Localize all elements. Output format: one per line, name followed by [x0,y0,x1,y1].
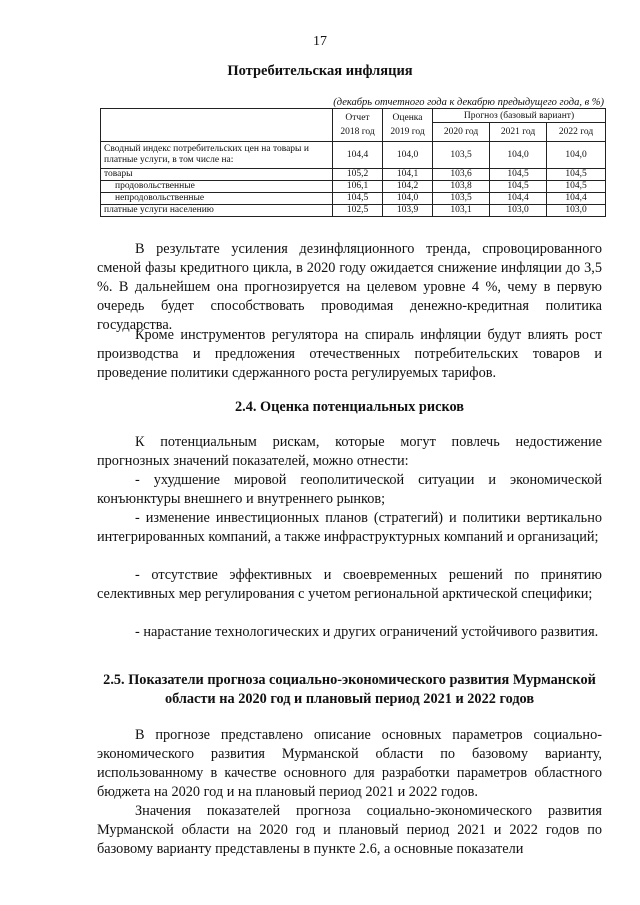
table-row [101,142,606,169]
paragraph-forecast-description: В прогнозе представлено описание основных параметров социально-экономического развития Мурманской области по базовому варианту, использованному в качестве основного для разработки параметров областного бюджета на 2020 год и на плановый период 2021 и 2022 годов. [97,727,602,800]
cell-value: 104,5 [490,181,547,193]
cell-value: 106,1 [333,181,383,193]
cell-value: 103,6 [433,169,490,181]
header-estimate: Оценка 2019 год [383,109,433,142]
cell-value: 104,0 [383,142,433,169]
row-label: товары [101,169,333,181]
cell-value: 104,0 [547,142,606,169]
heading-risks: 2.4. Оценка потенциальных рисков [234,399,465,415]
cell-value: 104,5 [333,193,383,205]
header-year-2022: 2022 год [547,123,606,142]
paragraph-risks-intro: К потенциальным рискам, которые могут повлечь недостижение прогнозных значений показателей, можно отнести: [97,434,602,469]
paragraph-regulator: Кроме инструментов регулятора на спираль инфляции будут влиять рост производства и предложения отечественных потребительских товаров и проведение политики сдержанного роста регулируемых тарифов. [97,327,602,381]
table-row [101,205,606,217]
paragraph-disinflation: В результате усиления дезинфляционного тренда, спровоцированного сменой фазы кредитного цикла, в 2020 году ожидается снижение инфляции до 3,5 %. В дальнейшем она прогнозируется на целевом уровне 4 %, чему в первую очередь будет способствовать проводимая денежно-кредитная политика государства. [97,241,602,333]
table-row [101,169,606,181]
bullet-constraints: - нарастание технологических и других ограничений устойчивого развития. [135,624,599,640]
page-number: 17 [313,34,327,49]
cell-value: 103,0 [490,205,547,217]
cell-value: 103,9 [383,205,433,217]
cell-value: 104,4 [490,193,547,205]
header-indicator [101,109,333,142]
bullet-investment: - изменение инвестиционных планов (стратегий) и политики вертикально интегрированных компаний, а также инфраструктурных компаний и организаций; [97,510,602,545]
inflation-table [100,108,606,217]
row-label: непродовольственные [101,193,333,205]
cell-value: 104,2 [383,181,433,193]
table-unit-note: (декабрь отчетного года к декабрю предыдущего года, в %) [333,97,604,108]
heading-forecast-indicators: 2.5. Показатели прогноза социально-экономического развития Мурманской области на 2020 год и плановый период 2021 и 2022 годов [103,672,596,707]
section-title: Потребительская инфляция [227,63,413,79]
cell-value: 103,0 [547,205,606,217]
header-forecast: Прогноз (базовый вариант) [433,109,606,123]
cell-value: 104,0 [490,142,547,169]
table-row [101,193,606,205]
cell-value: 103,8 [433,181,490,193]
cell-value: 104,5 [547,181,606,193]
header-year-2021: 2021 год [490,123,547,142]
cell-value: 104,1 [383,169,433,181]
row-label: продовольственные [101,181,333,193]
cell-value: 104,4 [333,142,383,169]
header-year-2020: 2020 год [433,123,490,142]
cell-value: 103,1 [433,205,490,217]
cell-value: 102,5 [333,205,383,217]
cell-value: 105,2 [333,169,383,181]
row-label: платные услуги населению [101,205,333,217]
cell-value: 104,5 [547,169,606,181]
cell-value: 104,5 [490,169,547,181]
header-report: Отчет 2018 год [333,109,383,142]
bullet-regulation: - отсутствие эффективных и своевременных решений по принятию селективных мер регулирования с учетом региональной арктической специфики; [97,567,602,602]
cell-value: 104,4 [547,193,606,205]
table-row [101,181,606,193]
cell-value: 103,5 [433,142,490,169]
row-label: Сводный индекс потребительских цен на товары и платные услуги, в том числе на: [101,142,333,169]
cell-value: 104,0 [383,193,433,205]
paragraph-indicator-values: Значения показателей прогноза социально-экономического развития Мурманской области на 2020 год и плановый период 2021 и 2022 годов по базовому варианту представлены в пункте 2.6, а основные показатели [97,803,602,857]
cell-value: 103,5 [433,193,490,205]
bullet-geopolitics: - ухудшение мировой геополитической ситуации и экономической конъюнктуры внешнего и внутреннего рынков; [97,472,602,507]
